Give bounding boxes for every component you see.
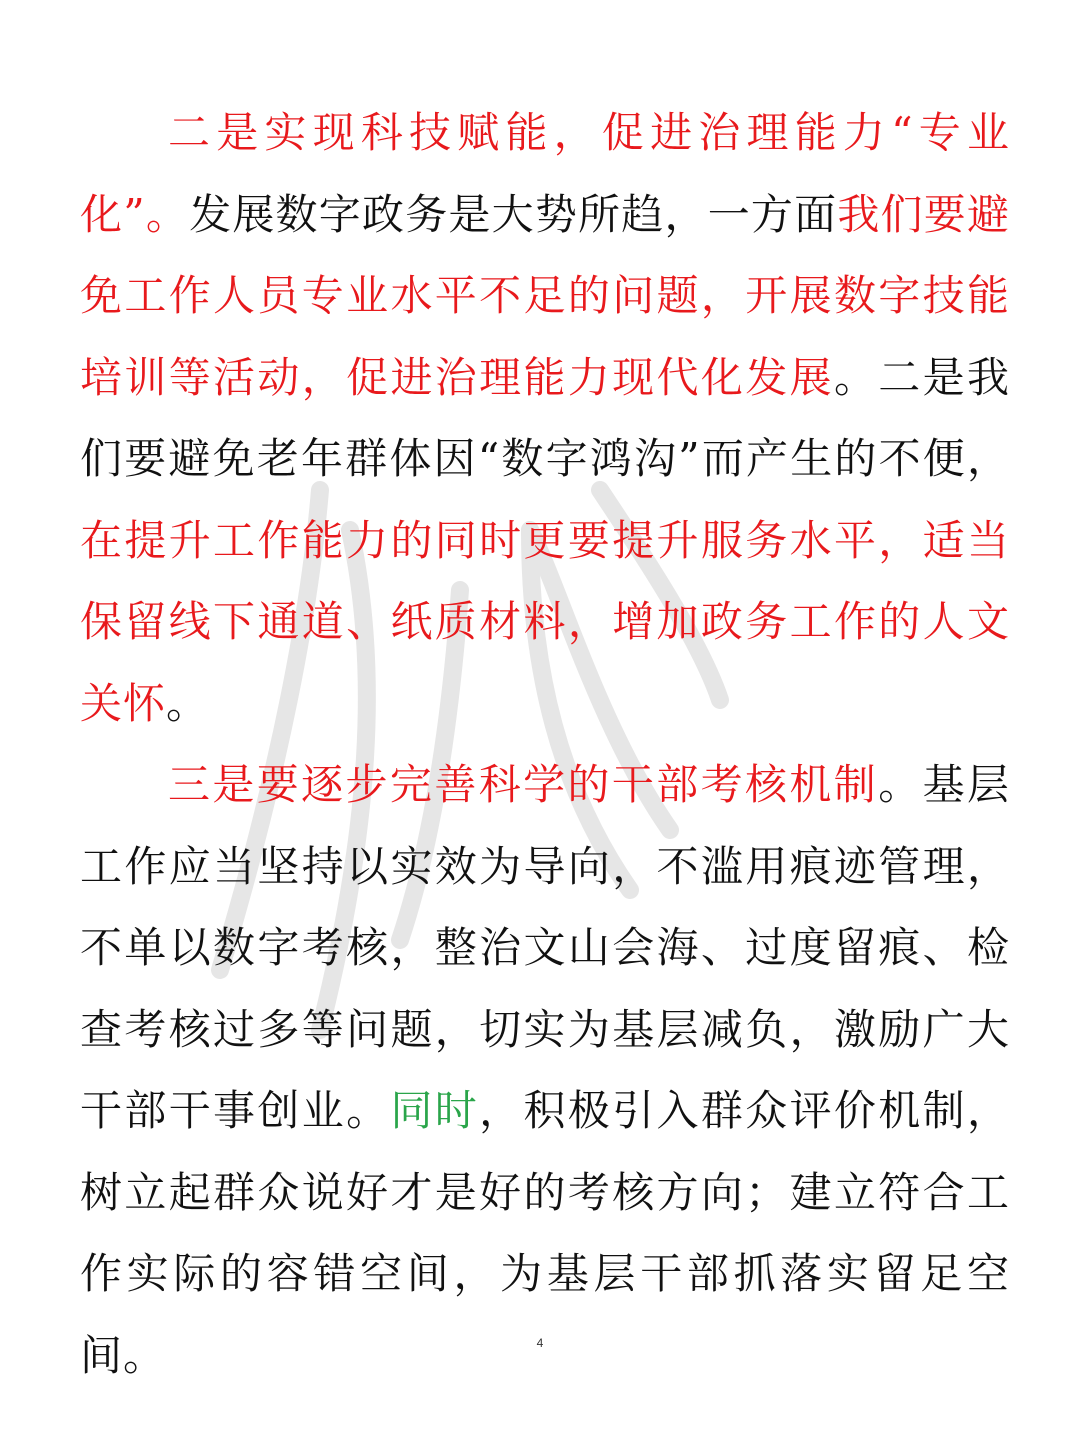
body-text: 。二是我们要避免老年群体因“数字鸿沟”而产生的不便，: [80, 352, 1010, 483]
page-number: 4: [536, 1336, 544, 1350]
highlight-text: 我们要避免工作人员专业水平不足的问题，开展数字技能培训等活动，促进治理能力现代化发展: [80, 189, 1010, 402]
highlight-text: 在提升工作能力的同时更要提升服务水平，适当保留线下通道、纸质材料，增加政务工作的人文关怀: [80, 515, 1010, 728]
highlight-text-green: 同时: [390, 1086, 480, 1135]
body-text: 。: [166, 678, 210, 728]
body-text: 发展数字政务是大势所趋，一方面: [189, 189, 838, 239]
paragraph-tech-empowerment: [80, 92, 1010, 744]
body-text: 。基层工作应当坚持以实效为导向，不滥用痕迹管理，不单以数字考核，整治文山会海、过度留痕、检查考核过多等问题，切实为基层减负，激励广大干部干事创业。: [80, 760, 1010, 1135]
paragraph-heading: 二是实现科技赋能，促进治理能力“专业化”。: [80, 108, 1010, 239]
body-text: ，积极引入群众评价机制，树立起群众说好才是好的考核方向；建立符合工作实际的容错空间，为基层干部抓落实留足空间。: [80, 1086, 1010, 1380]
paragraph-heading: 三是要逐步完善科学的干部考核机制: [168, 760, 879, 809]
document-body: [80, 92, 1010, 1396]
paragraph-cadre-assessment: [80, 744, 1010, 1396]
